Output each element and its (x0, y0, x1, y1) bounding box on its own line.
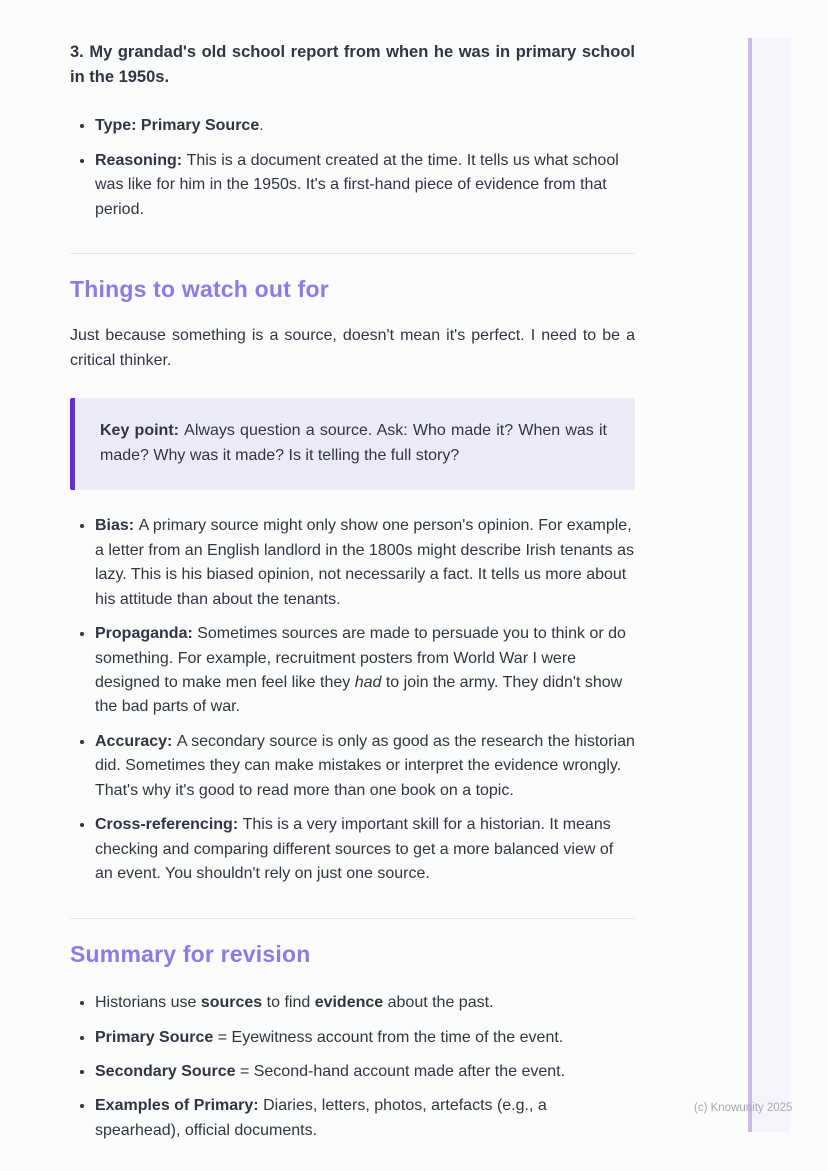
copyright-watermark: (c) Knowunity 2025 (694, 1102, 793, 1114)
section-heading-watch-out: Things to watch out for (70, 276, 329, 303)
key-point-callout (70, 398, 635, 490)
section-divider (70, 918, 635, 919)
text-segment: about the past. (383, 994, 494, 1012)
text-segment: Sometimes sources are made to persuade you to think or do something. For example, recruitment posters from World War I were designed to make men feel like they (95, 625, 626, 692)
list-item (95, 1026, 635, 1050)
text-segment: Propaganda: (95, 625, 198, 643)
list-item (95, 114, 635, 138)
text-segment: Historians use (95, 994, 201, 1012)
text-segment: . (259, 117, 264, 135)
section-heading-summary: Summary for revision (70, 940, 311, 967)
text-segment: Key point: (100, 422, 185, 440)
list-item (95, 149, 635, 222)
text-segment: Reasoning: (95, 151, 187, 169)
text-segment: Cross-referencing: (95, 816, 243, 834)
text-segment: Primary Source (95, 1028, 214, 1046)
list-item (95, 991, 635, 1015)
watch-intro-paragraph: Just because something is a source, doesn't mean it's perfect. I need to be a critical thinker. (70, 327, 635, 369)
text-segment: Examples of Primary: (95, 1097, 264, 1115)
text-segment: Diaries, letters, photos, artefacts (e.g., a spearhead), official documents. (95, 1097, 547, 1139)
text-segment: This is a document created at the time. It tells us what school was like for him in the 1950s. It's a first-hand piece of evidence from that period. (95, 151, 619, 218)
example-analysis-list (70, 114, 635, 222)
text-segment: evidence (314, 994, 384, 1012)
list-item (95, 1060, 635, 1084)
page-edge-decoration (748, 38, 790, 1132)
list-item (95, 622, 635, 720)
text-segment: to find (262, 994, 315, 1012)
list-item (95, 730, 635, 803)
text-segment: A primary source might only show one person's opinion. For example, a letter from an English landlord in the 1800s might describe Irish tenants as lazy. This is his biased opinion, not necessarily a fact. It tells us more about his attitude than about the tenants. (95, 517, 634, 608)
text-segment: Bias: (95, 517, 139, 535)
text-segment: sources (200, 994, 263, 1012)
text-segment: = Eyewitness account from the time of the event. (213, 1028, 564, 1046)
numbered-example-heading: 3. My grandad's old school report from when he was in primary school in the 1950s. (70, 43, 635, 87)
text-segment: Always question a source. Ask: Who made it? When was it made? Why was it made? Is it telling the full story? (100, 422, 607, 464)
document-content (70, 40, 635, 1153)
key-point-text (100, 419, 607, 468)
text-segment: Accuracy: (95, 732, 177, 750)
text-segment: Type: Primary Source (95, 117, 260, 135)
section-divider (70, 253, 635, 254)
list-item (95, 813, 635, 886)
list-item (95, 514, 635, 612)
text-segment: A secondary source is only as good as the research the historian did. Sometimes they can make mistakes or interpret the evidence wrongly. That's why it's good to read more than one book on a topic. (95, 732, 635, 799)
watch-out-list (70, 514, 635, 887)
summary-revision-list (70, 991, 635, 1143)
text-segment: = Second-hand account made after the event. (235, 1063, 566, 1080)
text-segment: Secondary Source (95, 1063, 236, 1080)
text-segment: to join the army. They didn't show the bad parts of war. (95, 674, 623, 716)
text-segment: This is a very important skill for a historian. It means checking and comparing different sources to get a more balanced view of an event. You shouldn't rely on just one source. (95, 816, 614, 883)
text-segment: had (354, 674, 382, 692)
list-item (95, 1094, 635, 1143)
